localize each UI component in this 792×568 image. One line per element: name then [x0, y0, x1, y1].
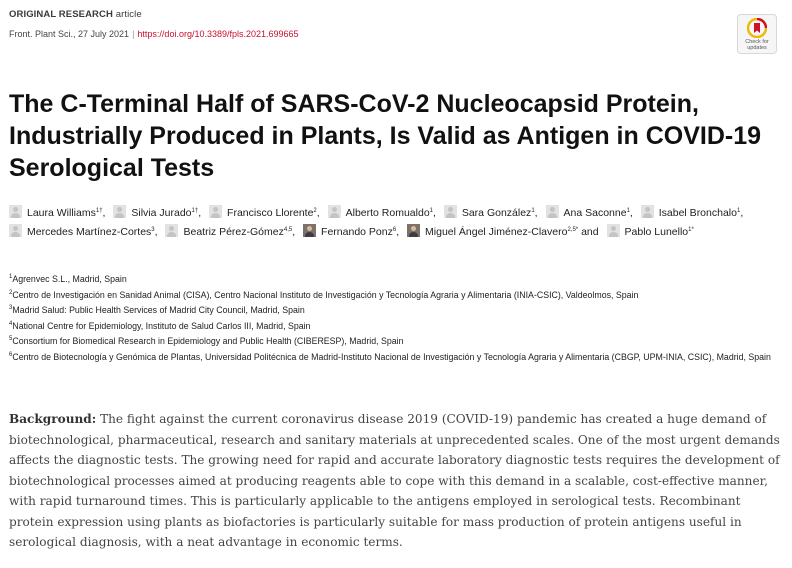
author[interactable]: Ana Saconne$^1$,	[546, 207, 633, 219]
avatar	[9, 224, 22, 237]
author[interactable]: Miguel Ángel Jiménez-Clavero$^{2,5*}$	[407, 226, 578, 238]
author[interactable]: Silvia Jurado$^{1\dagger}$,	[113, 207, 201, 219]
affiliations	[9, 272, 784, 366]
author[interactable]: Fernando Ponz$^6$,	[303, 226, 399, 238]
author[interactable]: Sara González$^1$,	[444, 207, 538, 219]
affiliation: $^3$Madrid Salud: Public Health Services of Madrid City Council, Madrid, Spain	[9, 305, 305, 316]
check-for-updates-icon	[747, 18, 767, 38]
check-for-updates-badge[interactable]	[737, 14, 777, 54]
doi-link[interactable]: https://doi.org/10.3389/fpls.2021.699665	[137, 29, 299, 39]
affiliation: $^2$Centro de Investigación en Sanidad Animal (CISA), Centro Nacional Instituto de Investigación y Tecnología Agraria y Alimentaria (INIA-CSIC), Valdeolmos, Spain	[9, 289, 639, 300]
author[interactable]: Alberto Romualdo$^1$,	[328, 207, 436, 219]
avatar	[546, 205, 559, 218]
affiliation: $^4$National Centre for Epidemiology, Instituto de Salud Carlos III, Madrid, Spain	[9, 320, 311, 331]
avatar	[328, 205, 341, 218]
avatar	[641, 205, 654, 218]
author-photo	[407, 224, 420, 237]
affiliation: $^1$Agrenvec S.L., Madrid, Spain	[9, 274, 127, 284]
journal-citation: Front. Plant Sci., 27 July 2021	[9, 29, 130, 39]
authors-and: and	[581, 226, 599, 238]
avatar	[9, 205, 22, 218]
journal-meta	[9, 29, 299, 39]
avatar	[165, 224, 178, 237]
author[interactable]: Beatriz Pérez-Gómez$^{4,5}$,	[165, 226, 295, 238]
avatar	[444, 205, 457, 218]
abstract	[9, 409, 784, 553]
author[interactable]: Francisco Llorente$^2$,	[209, 207, 320, 219]
article-type-suffix: article	[115, 9, 142, 20]
author-list	[9, 204, 779, 242]
avatar	[209, 205, 222, 218]
author[interactable]: Isabel Bronchalo$^1$,	[641, 207, 743, 219]
author-photo	[303, 224, 316, 237]
abstract-heading: Background:	[9, 412, 97, 426]
article-type: ORIGINAL RESEARCH article	[9, 9, 142, 20]
affiliation: $^6$Centro de Biotecnología y Genómica de Plantas, Universidad Politécnica de Madrid-Instituto Nacional de Investigación y Tecnología Agraria y Alimentaria (CBGP, UPM-INIA, CSIC), Madrid, Spain	[9, 351, 771, 362]
check-for-updates-label: Check for updates	[745, 39, 769, 51]
author[interactable]: Mercedes Martínez-Cortes$^3$,	[9, 226, 158, 238]
author[interactable]: Laura Williams$^{1\dagger}$,	[9, 207, 105, 219]
author[interactable]: Pablo Lunello$^{1*}$	[607, 226, 694, 238]
avatar	[607, 224, 620, 237]
meta-separator: |	[132, 29, 135, 39]
article-title: The C-Terminal Half of SARS-CoV-2 Nucleocapsid Protein, Industrially Produced in Plants, Is Valid as Antigen in COVID-19 Serological Tests	[9, 90, 762, 182]
abstract-text: The fight against the current coronavirus disease 2019 (COVID-19) pandemic has created a huge demand of biotechnological, pharmaceutical, research and sanitary materials at unprecedented scales. One of the most urgent demands affects the diagnostic tests. The growing need for rapid and accurate laboratory diagnostic tests requires the development of biotechnological processes aimed at producing reagents able to cope with this demand in a scalable, cost-effective manner, with rapid turnaround times. This is particularly applicable to the antigens employed in serological tests. Recombinant protein expression using plants as biofactories is particularly suitable for mass production of protein antigens useful in serological diagnosis, with a neat advantage in economic terms.	[9, 412, 780, 549]
avatar	[113, 205, 126, 218]
affiliation: $^5$Consortium for Biomedical Research in Epidemiology and Public Health (CIBERESP), Madrid, Spain	[9, 336, 404, 347]
